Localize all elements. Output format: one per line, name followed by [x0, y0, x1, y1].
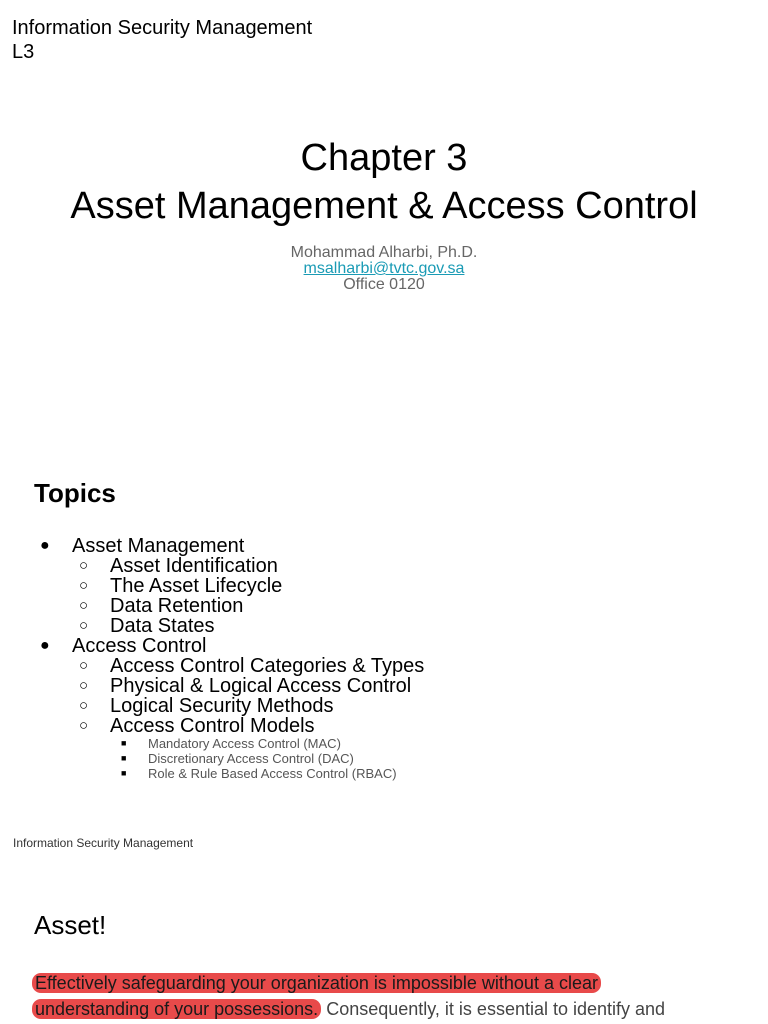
asset-heading: Asset! [34, 910, 107, 940]
topic-label: Access Control Categories & Types [110, 655, 425, 677]
list-item [0, 556, 424, 576]
list-item [0, 596, 424, 616]
bullet-square-icon: ■ [121, 753, 127, 763]
list-item [0, 736, 424, 751]
bullet-circle-icon: ○ [79, 617, 89, 634]
document-header [12, 16, 312, 64]
list-item [0, 766, 424, 781]
topics-list [0, 536, 424, 781]
list-item [0, 616, 424, 636]
list-item [0, 576, 424, 596]
list-item [0, 751, 424, 766]
bullet-circle-icon: ○ [79, 717, 89, 734]
topic-label: Asset Management [72, 535, 245, 557]
bullet-circle-icon: ○ [79, 577, 89, 594]
topic-label: Discretionary Access Control (DAC) [148, 751, 354, 766]
topic-label: Physical & Logical Access Control [110, 675, 412, 697]
bullet-circle-icon: ○ [79, 657, 89, 674]
author-email-link[interactable]: msalharbi@tvtc.gov.sa [303, 260, 465, 277]
chapter-number: Chapter 3 [300, 137, 468, 179]
paragraph-text: Consequently, it is essential to identify and [321, 999, 666, 1019]
highlighted-text: Effectively safeguarding your organization is impossible without a clear [32, 973, 601, 993]
asset-paragraph [32, 970, 732, 1022]
bullet-disc-icon: ● [40, 637, 50, 654]
bullet-circle-icon: ○ [79, 557, 89, 574]
list-item [0, 696, 424, 716]
bullet-square-icon: ■ [121, 738, 127, 748]
bullet-disc-icon: ● [40, 537, 50, 554]
bullet-circle-icon: ○ [79, 697, 89, 714]
list-item [0, 716, 424, 736]
topic-label: Role & Rule Based Access Control (RBAC) [148, 766, 397, 781]
list-item [0, 536, 424, 556]
topic-label: The Asset Lifecycle [110, 575, 283, 597]
list-item [0, 656, 424, 676]
author-office: Office 0120 [343, 276, 425, 293]
list-item [0, 636, 424, 656]
bullet-circle-icon: ○ [79, 677, 89, 694]
bullet-circle-icon: ○ [79, 597, 89, 614]
list-item [0, 676, 424, 696]
bullet-square-icon: ■ [121, 768, 127, 778]
topic-label: Data States [110, 615, 215, 637]
topic-label: Asset Identification [110, 555, 278, 577]
chapter-title: Asset Management & Access Control [70, 185, 698, 227]
topic-label: Data Retention [110, 595, 244, 617]
topic-label: Access Control Models [110, 715, 315, 737]
highlighted-text: understanding of your possessions. [32, 999, 321, 1019]
topic-label: Mandatory Access Control (MAC) [148, 736, 341, 751]
topic-label: Access Control [72, 635, 207, 657]
author-name: Mohammad Alharbi, Ph.D. [290, 244, 478, 261]
topic-label: Logical Security Methods [110, 695, 334, 717]
course-title: Information Security Management [12, 17, 313, 39]
page-footer: Information Security Management [13, 836, 194, 850]
author-email-row [0, 261, 768, 277]
topics-heading: Topics [34, 478, 116, 508]
course-level: L3 [12, 41, 35, 63]
